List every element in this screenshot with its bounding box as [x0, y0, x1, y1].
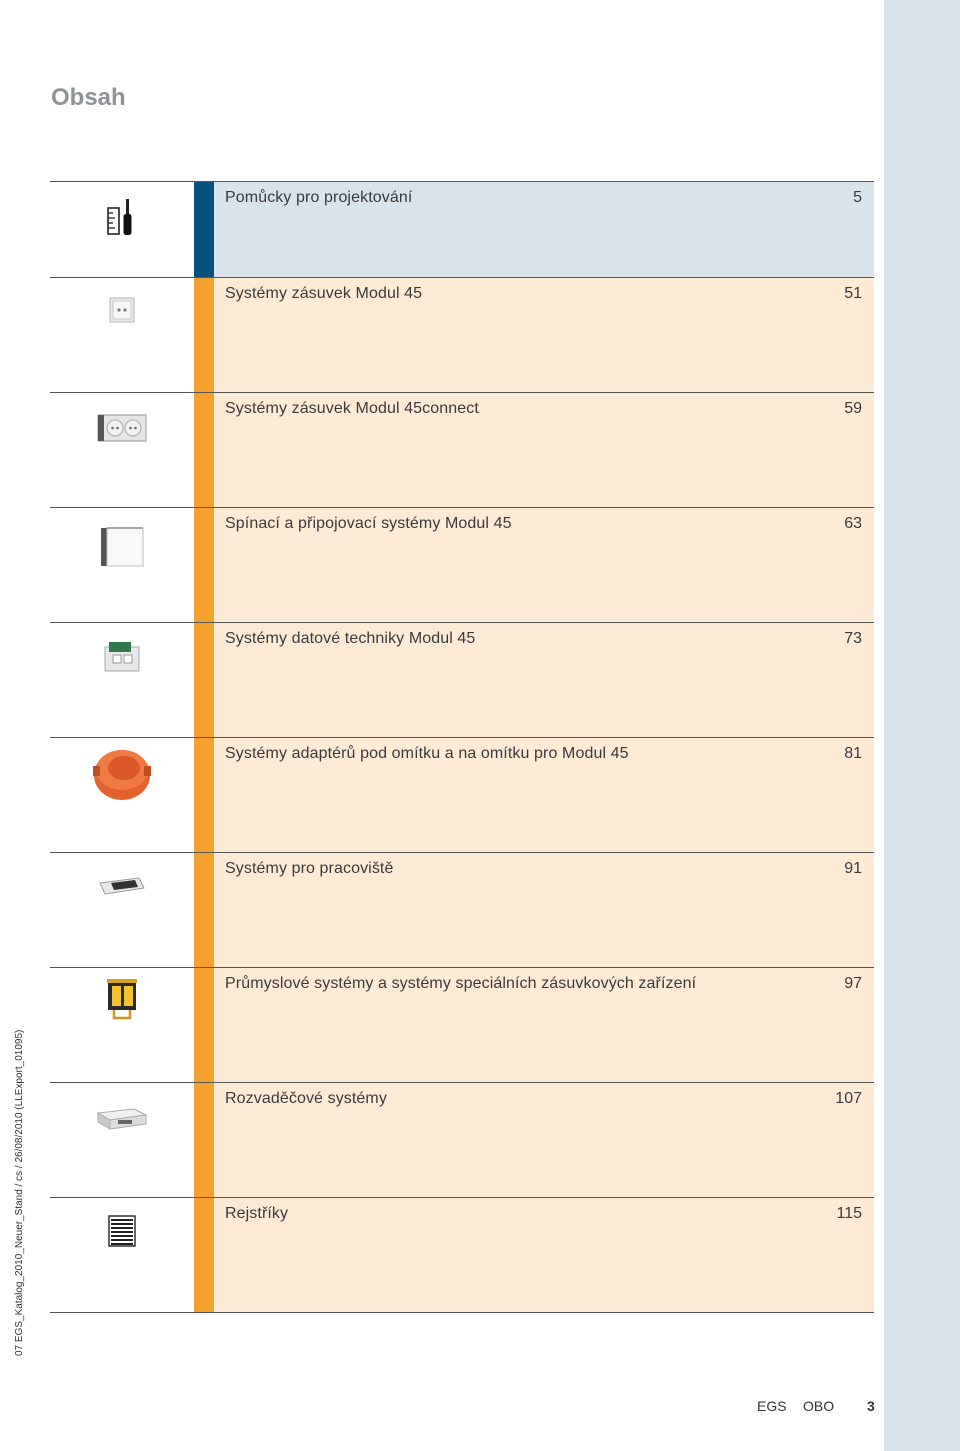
toc-row-distribution-systems[interactable]	[50, 1083, 874, 1198]
distribution-box-icon	[94, 1103, 150, 1133]
toc-row-data-systems[interactable]	[50, 623, 874, 738]
footer-brand-obo: OBO	[803, 1398, 835, 1414]
toc-title[interactable]: Spínací a připojovací systémy Modul 45	[225, 515, 512, 532]
socket-module-icon	[105, 292, 139, 328]
toc-row-switching-systems[interactable]	[50, 508, 874, 623]
page-title: Obsah	[51, 84, 126, 111]
toc-title[interactable]: Rozvaděčové systémy	[225, 1090, 387, 1107]
toc-page-number[interactable]: 51	[844, 285, 862, 302]
right-margin-band	[884, 0, 960, 1451]
toc-title[interactable]: Systémy zásuvek Modul 45connect	[225, 400, 479, 417]
tools-icon	[105, 196, 139, 240]
flush-box-icon	[91, 742, 153, 804]
vertical-side-note: 07 EGS_Katalog_2010_Neuer_Stand / cs / 26/08/2010 (LLExport_01095)	[14, 1029, 25, 1356]
workstation-unit-icon	[97, 875, 147, 897]
industrial-box-icon	[102, 976, 142, 1024]
toc-page-number[interactable]: 5	[853, 189, 862, 206]
toc-row-socket-systems[interactable]	[50, 278, 874, 393]
toc-color-bar	[194, 623, 214, 737]
table-of-contents	[50, 181, 874, 1313]
toc-page-number[interactable]: 73	[844, 630, 862, 647]
toc-title[interactable]: Systémy adaptérů pod omítku a na omítku pro Modul 45	[225, 745, 629, 762]
toc-page-number[interactable]: 63	[844, 515, 862, 532]
toc-page-number[interactable]: 81	[844, 745, 862, 762]
toc-row-socket-systems-connect[interactable]	[50, 393, 874, 508]
toc-page-number[interactable]: 91	[844, 860, 862, 877]
footer-brand-egs: EGS	[757, 1398, 787, 1414]
toc-color-bar	[194, 738, 214, 852]
toc-row-planning-aids[interactable]	[50, 182, 874, 278]
toc-color-bar	[194, 1083, 214, 1197]
toc-color-bar	[194, 968, 214, 1082]
index-list-icon	[107, 1214, 137, 1248]
toc-color-bar	[194, 182, 214, 277]
toc-title[interactable]: Pomůcky pro projektování	[225, 189, 413, 206]
toc-row-industrial-systems[interactable]	[50, 968, 874, 1083]
toc-color-bar	[194, 393, 214, 507]
toc-row-indexes[interactable]	[50, 1198, 874, 1313]
toc-page-number[interactable]: 107	[835, 1090, 862, 1107]
toc-page-number[interactable]: 97	[844, 975, 862, 992]
toc-color-bar	[194, 1198, 214, 1312]
toc-title[interactable]: Rejstříky	[225, 1205, 289, 1222]
toc-page-number[interactable]: 115	[836, 1205, 862, 1222]
toc-title[interactable]: Systémy datové techniky Modul 45	[225, 630, 476, 647]
toc-row-adapter-systems[interactable]	[50, 738, 874, 853]
footer-page-number: 3	[867, 1398, 875, 1414]
toc-color-bar	[194, 278, 214, 392]
toc-color-bar	[194, 508, 214, 622]
toc-title[interactable]: Systémy zásuvek Modul 45	[225, 285, 423, 302]
toc-page-number[interactable]: 59	[844, 400, 862, 417]
data-module-icon	[99, 637, 145, 677]
toc-title[interactable]: Systémy pro pracoviště	[225, 860, 394, 877]
toc-title[interactable]: Průmyslové systémy a systémy speciálních zásuvkových zařízení	[225, 975, 697, 992]
double-socket-icon	[95, 407, 149, 447]
switch-module-icon	[97, 522, 147, 572]
toc-row-workstation-systems[interactable]	[50, 853, 874, 968]
toc-color-bar	[194, 853, 214, 967]
